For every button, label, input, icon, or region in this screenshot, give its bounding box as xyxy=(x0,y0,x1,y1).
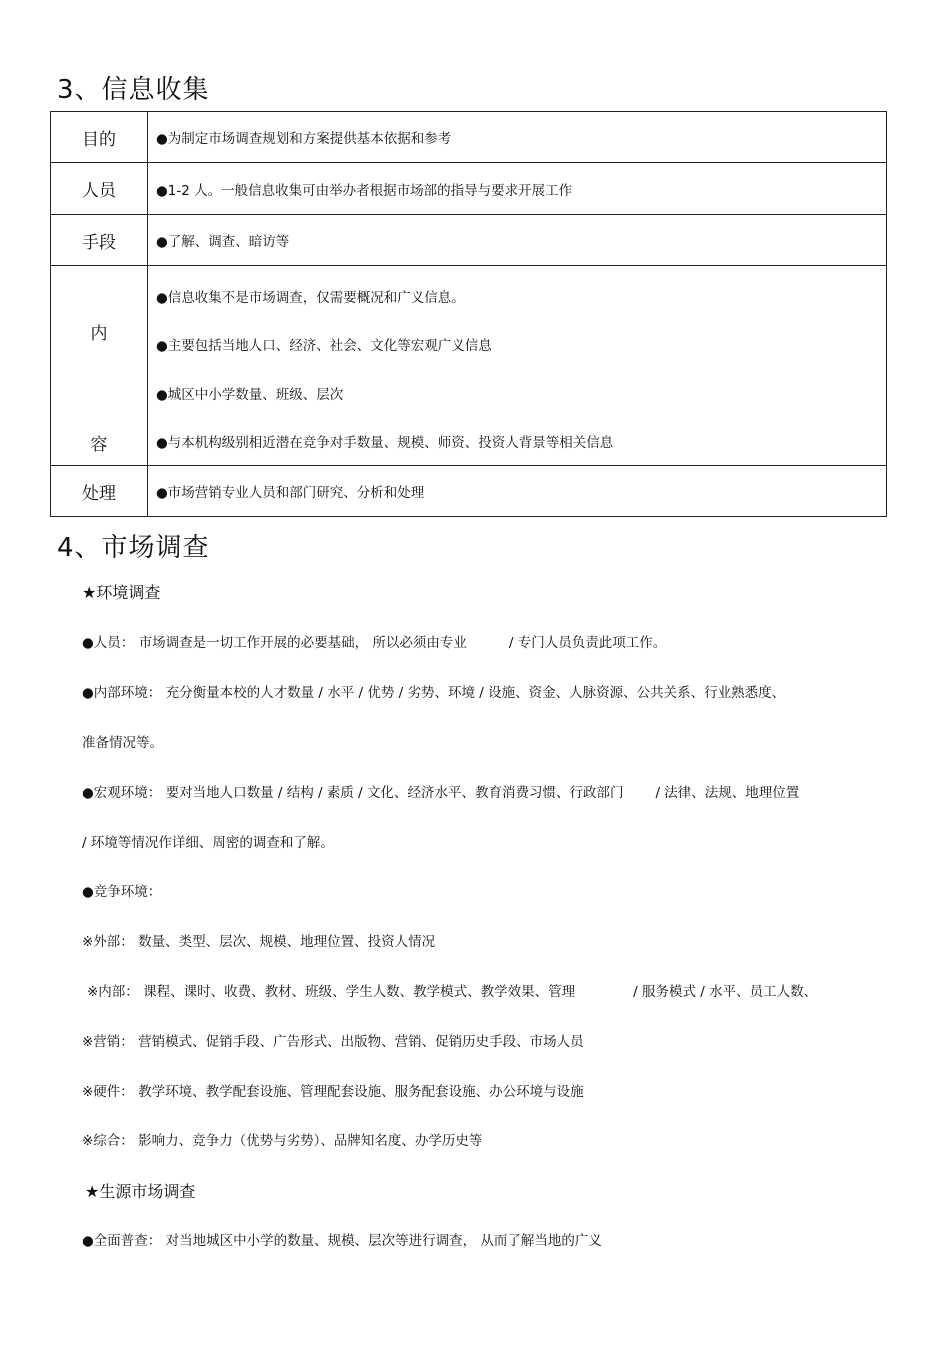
list-item: ●城区中小学数量、班级、层次 xyxy=(156,386,344,403)
personnel-line xyxy=(82,633,666,653)
macro-text-b: / 法律、法规、地理位置 xyxy=(655,785,800,801)
row-value: ●为制定市场调查规划和方案提供基本依据和参考 xyxy=(148,112,887,163)
row-label: 人员 xyxy=(51,163,148,215)
row-label: 手段 xyxy=(51,215,148,266)
env-survey-heading: ★环境调查 xyxy=(82,583,161,602)
table-row xyxy=(51,215,887,266)
internal-env-line-1: ●内部环境： 充分衡量本校的人才数量 / 水平 / 优势 / 劣势、环境 / 设施、资金、人脉资源、公共关系、行业熟悉度、 xyxy=(82,685,786,701)
table-row xyxy=(51,163,887,215)
table-row xyxy=(51,266,887,466)
competition-internal-b: / 服务模式 / 水平、员工人数、 xyxy=(633,984,818,1000)
list-item: ●主要包括当地人口、经济、社会、文化等宏观广义信息 xyxy=(156,338,492,355)
row-value: ●1-2 人。一般信息收集可由举办者根据市场部的指导与要求开展工作 xyxy=(148,163,887,215)
competition-heading: ●竞争环境： xyxy=(82,884,162,900)
table-row xyxy=(51,466,887,517)
row-value: ●了解、调查、暗访等 xyxy=(148,215,887,266)
row-label-content xyxy=(51,266,148,466)
row-label: 处理 xyxy=(51,466,148,517)
list-item: ●与本机构级别相近潜在竞争对手数量、规模、师资、投资人背景等相关信息 xyxy=(156,434,614,451)
macro-env-line-2: / 环境等情况作详细、周密的调查和了解。 xyxy=(82,835,334,851)
competition-internal-a: ※内部： 课程、课时、收费、教材、班级、学生人数、教学模式、教学效果、管理 xyxy=(87,984,576,1000)
competition-marketing: ※营销： 营销模式、促销手段、广告形式、出版物、营销、促销历史手段、市场人员 xyxy=(82,1034,584,1050)
table-row xyxy=(51,112,887,163)
section-title-market-survey: 4、市场调查 xyxy=(57,533,210,563)
competition-external: ※外部： 数量、类型、层次、规模、地理位置、投资人情况 xyxy=(82,934,436,950)
student-market-heading: ★生源市场调查 xyxy=(85,1182,196,1201)
full-survey-line: ●全面普查： 对当地城区中小学的数量、规模、层次等进行调查， 从而了解当地的广义 xyxy=(82,1233,602,1249)
row-label-top: 内 xyxy=(90,324,108,344)
row-label: 目的 xyxy=(51,112,148,163)
competition-hardware: ※硬件： 教学环境、教学配套设施、管理配套设施、服务配套设施、办公环境与设施 xyxy=(82,1084,584,1100)
info-collection-table xyxy=(50,111,887,517)
row-value: ●市场营销专业人员和部门研究、分析和处理 xyxy=(148,466,887,517)
competition-overall: ※综合： 影响力、竞争力（优势与劣势）、品牌知名度、办学历史等 xyxy=(82,1133,483,1149)
list-item: ●信息收集不是市场调查，仅需要概况和广义信息。 xyxy=(156,290,465,307)
macro-env-line-1 xyxy=(82,783,799,803)
competition-internal xyxy=(87,982,817,1002)
personnel-text-b: / 专门人员负责此项工作。 xyxy=(508,635,667,651)
row-value-list xyxy=(148,266,887,466)
macro-text-a: ●宏观环境： 要对当地人口数量 / 结构 / 素质 / 文化、经济水平、教育消费习惯、行政部门 xyxy=(82,785,624,801)
section-title-info-collection: 3、信息收集 xyxy=(57,75,210,105)
row-label-bottom: 容 xyxy=(90,435,108,455)
personnel-text-a: ●人员： 市场调查是一切工作开展的必要基础， 所以必须由专业 xyxy=(82,635,467,651)
internal-env-line-2: 准备情况等。 xyxy=(82,735,163,751)
